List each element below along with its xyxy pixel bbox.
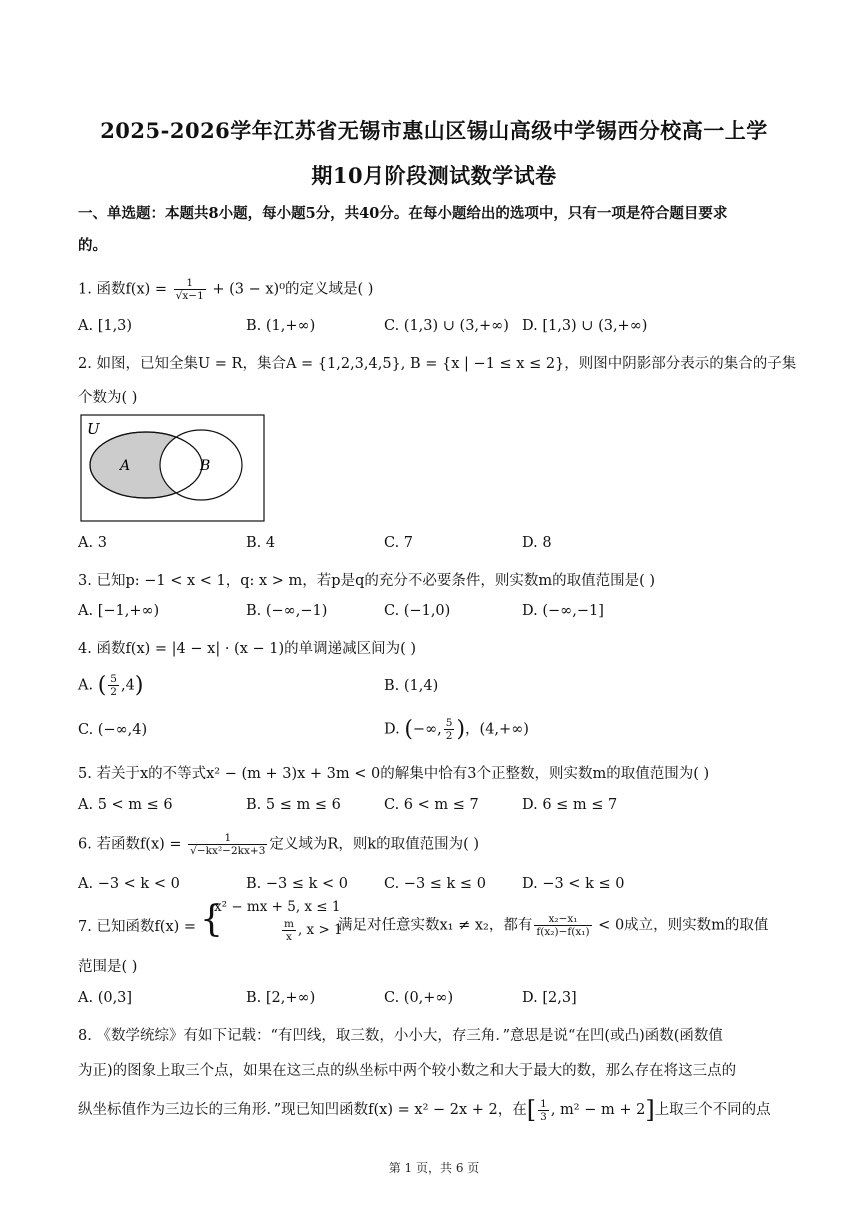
q2-option-a: A. 3: [78, 535, 107, 551]
q4-d-lparen: (: [404, 717, 413, 742]
q1-frac-den: √x−1: [175, 290, 204, 302]
q7-frac-den: f(x₂)−f(x₁): [536, 926, 590, 938]
q6-option-c: C. −3 ≤ k ≤ 0: [384, 876, 486, 892]
q4-d-num: 5: [445, 717, 453, 729]
q6-option-a: A. −3 < k < 0: [78, 876, 180, 892]
q4-a-den: 2: [110, 686, 117, 698]
question-1-stem: [78, 277, 373, 302]
q3-option-c: C. (−1,0): [384, 603, 451, 619]
venn-diagram: [80, 414, 266, 524]
section-heading: 一、单选题：本题共8小题，每小题5分，共40分。在每小题给出的选项中，只有一项是符合题目要求: [78, 205, 728, 222]
q1-option-b: B. (1,+∞): [246, 318, 316, 334]
q1-option-c: C. (1,3) ∪ (3,+∞): [384, 318, 509, 334]
question-5-stem: 5. 若关于x的不等式x² − (m + 3)x + 3m < 0的解集中恰有3个正整数，则实数m的取值范围为( ): [78, 766, 710, 782]
q5-option-a: A. 5 < m ≤ 6: [78, 797, 173, 813]
question-7-stem-line2: 范围是( ): [78, 959, 138, 975]
q1-option-d: D. [1,3) ∪ (3,+∞): [522, 318, 648, 334]
q4-option-b: B. (1,4): [384, 678, 439, 694]
set-a-label: A: [120, 458, 131, 474]
universe-label: U: [87, 420, 100, 438]
question-7-stem-pre: 7. 已知函数f(x) =: [78, 919, 197, 935]
question-3-stem: 3. 已知p: −1 < x < 1，q: x > m，若p是q的充分不必要条件，则实数m的取值范围是( ): [78, 573, 656, 589]
q5-option-b: B. 5 ≤ m ≤ 6: [246, 797, 341, 813]
q8-lbracket: [: [526, 1096, 537, 1124]
q7-case2-num: m: [284, 918, 294, 930]
q6-option-b: B. −3 ≤ k < 0: [246, 876, 348, 892]
q7-stem-mid: [338, 913, 768, 938]
q7-option-a: A. (0,3]: [78, 990, 133, 1006]
q6-stem-post: 定义域为R，则k的取值范围为( ): [269, 836, 480, 853]
q7-case2-post: , x > 1: [297, 922, 343, 938]
q4-a-rparen: ): [134, 673, 144, 698]
q8-interval-num: 1: [540, 1097, 547, 1110]
q7-frac-num: x₂−x₁: [534, 913, 591, 926]
q4-d-rparen: ): [456, 717, 466, 742]
q7-case2-fraction: [282, 918, 296, 943]
q4-a-fraction: [108, 673, 119, 698]
q3-option-a: A. [−1,+∞): [78, 603, 160, 619]
q8-interval-fraction: [538, 1098, 549, 1123]
q4-option-a: [78, 673, 143, 698]
q4-d-prefix: D.: [384, 721, 405, 738]
q4-a-prefix: A.: [78, 677, 98, 694]
q5-option-d: D. 6 ≤ m ≤ 7: [522, 797, 618, 813]
q2-option-b: B. 4: [246, 535, 276, 551]
q6-frac-num: 1: [188, 832, 267, 845]
q7-option-c: C. (0,+∞): [384, 990, 454, 1006]
q6-option-d: D. −3 < k ≤ 0: [522, 876, 625, 892]
q8-line3-text: 纵坐标值作为三边长的三角形．”现已知凹函数f(x) = x² − 2x + 2，在: [78, 1102, 527, 1118]
q8-interval-den: 3: [540, 1110, 547, 1123]
q4-a-post: ,4: [120, 677, 135, 694]
q7-mid-text: 满足对任意实数x₁ ≠ x₂，都有: [338, 917, 533, 934]
q1-frac-num: 1: [174, 277, 206, 290]
q7-fraction: [534, 913, 591, 938]
q7-option-d: D. [2,3]: [522, 990, 577, 1006]
q7-option-b: B. [2,+∞): [246, 990, 316, 1006]
q4-d-post: ，(4,+∞): [465, 721, 529, 738]
page-title-line2: 期10月阶段测试数学试卷: [311, 163, 557, 188]
question-6-stem: [78, 832, 479, 857]
q1-option-a: A. [1,3): [78, 318, 133, 334]
q4-a-num: 5: [110, 673, 117, 685]
q4-d-den: 2: [445, 730, 453, 742]
q6-fraction: [188, 832, 267, 857]
question-8-line2: 为正)的图象上取三个点，如果在这三点的纵坐标中两个较小数之和大于最大的数，那么存在将这三点的: [78, 1063, 737, 1079]
set-b-label: B: [200, 458, 211, 474]
q7-case-1: x² − mx + 5, x ≤ 1: [214, 899, 341, 915]
q4-option-d: [384, 717, 529, 742]
question-2-stem-line1: 2. 如图，已知全集U = R，集合A = {1,2,3,4,5}, B = {x | −1 ≤ x ≤ 2}，则图中阴影部分表示的集合的子集: [78, 356, 797, 372]
q8-line3-post: 上取三个不同的点: [654, 1102, 771, 1118]
q4-d-fraction: [444, 717, 455, 742]
q3-option-d: D. (−∞,−1]: [522, 603, 604, 619]
q6-frac-den: √−kx²−2kx+3: [190, 845, 266, 857]
q3-option-b: B. (−∞,−1): [246, 603, 328, 619]
q1-stem-post: + (3 − x)⁰的定义域是( ): [207, 281, 374, 298]
q4-d-left: −∞,: [412, 721, 442, 738]
question-8-line1: 8. 《数学统综》有如下记载：“有凹线，取三数，小小大，存三角．”意思是说“在凹(或凸)函数(函数值: [78, 1028, 723, 1044]
question-8-line3: [78, 1096, 771, 1124]
section-heading-cont: 的。: [78, 237, 107, 254]
q7-case-2: [280, 918, 343, 943]
page-footer: 第 1 页，共 6 页: [388, 1161, 480, 1175]
q6-stem-pre: 6. 若函数f(x) =: [78, 836, 187, 853]
q4-option-c: C. (−∞,4): [78, 722, 148, 738]
page-title-line1: 2025-2026学年江苏省无锡市惠山区锡山高级中学锡西分校高一上学: [100, 118, 768, 143]
q1-stem-pre: 1. 函数f(x) =: [78, 281, 172, 298]
q2-option-d: D. 8: [522, 535, 552, 551]
q7-stem-post: < 0成立，则实数m的取值: [593, 917, 769, 934]
question-2-stem-line2: 个数为( ): [78, 390, 138, 406]
q8-interval-post: , m² − m + 2: [550, 1102, 646, 1118]
q2-option-c: C. 7: [384, 535, 414, 551]
q5-option-c: C. 6 < m ≤ 7: [384, 797, 479, 813]
q8-rbracket: ]: [645, 1096, 655, 1124]
q7-piecewise-brace: {: [200, 899, 223, 940]
q7-case2-den: x: [286, 931, 292, 943]
q4-a-lparen: (: [97, 673, 107, 698]
question-4-stem: 4. 函数f(x) = |4 − x| · (x − 1)的单调递减区间为( ): [78, 641, 417, 657]
q1-fraction: [174, 277, 206, 302]
